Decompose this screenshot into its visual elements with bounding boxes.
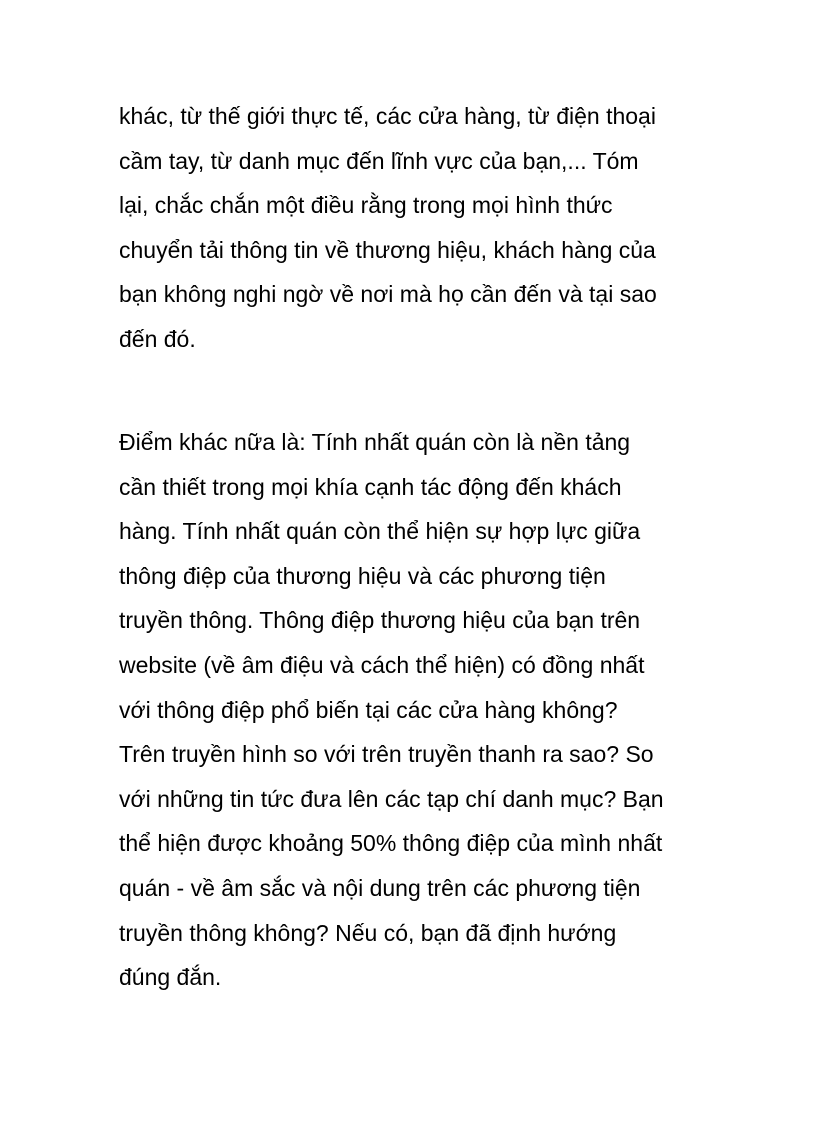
text-line: website (về âm điệu và cách thể hiện) có đồng nhất: [119, 651, 645, 678]
text-line: quán - về âm sắc và nội dung trên các phương tiện: [119, 874, 641, 901]
text-line: cần thiết trong mọi khía cạnh tác động đến khách: [119, 473, 622, 500]
text-line: với những tin tức đưa lên các tạp chí danh mục? Bạn: [119, 785, 664, 812]
text-line: đúng đắn.: [119, 964, 222, 991]
text-line: lại, chắc chắn một điều rằng trong mọi hình thức: [119, 192, 613, 219]
text-line: Điểm khác nữa là: Tính nhất quán còn là nền tảng: [119, 429, 631, 455]
text-line: thể hiện được khoảng 50% thông điệp của mình nhất: [119, 830, 663, 857]
text-line: Trên truyền hình so với trên truyền thanh ra sao? So: [119, 741, 654, 768]
text-line: khác, từ thế giới thực tế, các cửa hàng, từ điện thoại: [119, 103, 656, 129]
text-line: bạn không nghi ngờ về nơi mà họ cần đến và tại sao: [119, 281, 657, 308]
text-line: thông điệp của thương hiệu và các phương tiện: [119, 562, 606, 589]
text-line: cầm tay, từ danh mục đến lĩnh vực của bạn,... Tóm: [119, 147, 639, 174]
paragraph-2: [119, 420, 719, 1000]
text-line: hàng. Tính nhất quán còn thể hiện sự hợp lực giữa: [119, 518, 641, 545]
paragraph-1: [119, 94, 719, 362]
text-line: truyền thông. Thông điệp thương hiệu của bạn trên: [119, 607, 641, 634]
text-line: đến đó.: [119, 325, 196, 352]
text-line: chuyển tải thông tin về thương hiệu, khách hàng của: [119, 236, 656, 263]
text-line: với thông điệp phổ biến tại các cửa hàng không?: [119, 696, 618, 723]
text-line: truyền thông không? Nếu có, bạn đã định hướng: [119, 919, 617, 946]
